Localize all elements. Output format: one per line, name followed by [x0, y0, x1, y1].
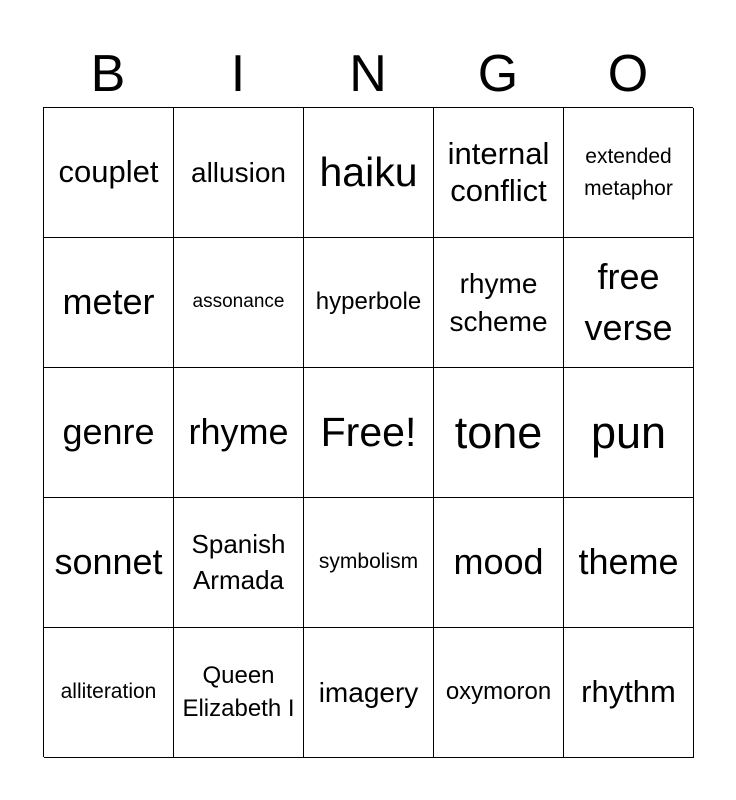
- bingo-cell-r1-c4[interactable]: [434, 108, 564, 238]
- header-letter-g: G: [477, 45, 519, 103]
- bingo-cell-r1-c3[interactable]: [304, 108, 434, 238]
- cell-label: rhyme: [188, 411, 289, 453]
- cell-label: assonance: [192, 291, 285, 313]
- cell-label: internal conflict: [447, 135, 550, 208]
- bingo-cell-r5-c4[interactable]: [434, 628, 564, 758]
- cell-label: theme: [578, 541, 679, 583]
- cell-label: alliteration: [60, 680, 157, 704]
- cell-label: sonnet: [54, 541, 163, 583]
- cell-label: meter: [62, 281, 155, 323]
- cell-label: hyperbole: [315, 288, 422, 316]
- bingo-cell-r4-c3[interactable]: [304, 498, 434, 628]
- bingo-cell-r5-c2[interactable]: [174, 628, 304, 758]
- header-letter-b: B: [90, 45, 126, 103]
- bingo-cell-r2-c5[interactable]: [564, 238, 694, 368]
- cell-label: free verse: [584, 256, 673, 348]
- bingo-cell-r4-c4[interactable]: [434, 498, 564, 628]
- cell-label: rhythm: [581, 674, 676, 710]
- bingo-cell-r3-c2[interactable]: [174, 368, 304, 498]
- header-letter-o: O: [607, 45, 649, 103]
- cell-label: tone: [454, 406, 543, 458]
- bingo-cell-r5-c5[interactable]: [564, 628, 694, 758]
- bingo-cell-r1-c2[interactable]: [174, 108, 304, 238]
- cell-label: symbolism: [318, 550, 419, 574]
- cell-label: extended metaphor: [584, 145, 673, 200]
- header-letter-i: I: [230, 45, 246, 103]
- bingo-header: [43, 40, 693, 108]
- bingo-cell-r2-c2[interactable]: [174, 238, 304, 368]
- bingo-cell-r4-c5[interactable]: [564, 498, 694, 628]
- bingo-cell-r1-c5[interactable]: [564, 108, 694, 238]
- bingo-cell-r4-c1[interactable]: [44, 498, 174, 628]
- cell-label: Free!: [320, 409, 417, 456]
- cell-label: Queen Elizabeth I: [182, 662, 295, 722]
- header-letter-n: N: [349, 45, 387, 103]
- bingo-cell-r2-c4[interactable]: [434, 238, 564, 368]
- cell-label: genre: [62, 411, 155, 453]
- cell-label: mood: [453, 541, 544, 583]
- bingo-cell-r4-c2[interactable]: [174, 498, 304, 628]
- cell-label: rhyme scheme: [449, 267, 548, 337]
- cell-label: imagery: [318, 676, 419, 708]
- cell-label: allusion: [191, 156, 286, 188]
- cell-label: pun: [590, 406, 667, 458]
- bingo-cell-r3-c4[interactable]: [434, 368, 564, 498]
- bingo-cell-r5-c3[interactable]: [304, 628, 434, 758]
- bingo-cell-r1-c1[interactable]: [44, 108, 174, 238]
- bingo-cell-r5-c1[interactable]: [44, 628, 174, 758]
- cell-label: oxymoron: [445, 678, 552, 706]
- bingo-board: [43, 107, 693, 757]
- cell-label: haiku: [319, 149, 418, 196]
- bingo-cell-r3-c1[interactable]: [44, 368, 174, 498]
- bingo-cell-r3-c3[interactable]: [304, 368, 434, 498]
- cell-label: Spanish Armada: [191, 529, 286, 595]
- bingo-cell-r2-c1[interactable]: [44, 238, 174, 368]
- cell-label: couplet: [58, 154, 159, 190]
- bingo-cell-r3-c5[interactable]: [564, 368, 694, 498]
- bingo-cell-r2-c3[interactable]: [304, 238, 434, 368]
